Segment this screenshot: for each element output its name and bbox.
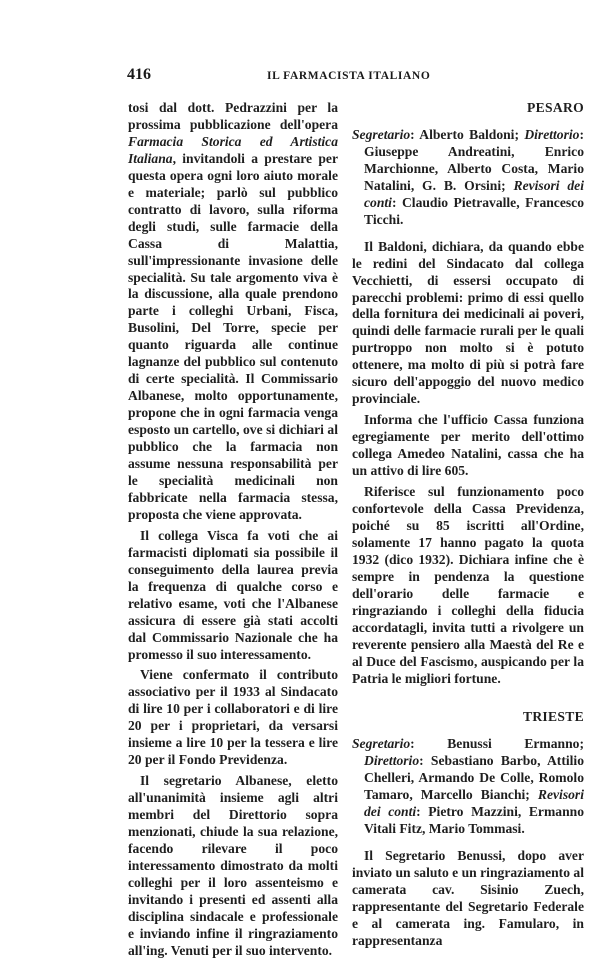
book-title: Farmacia Storica ed Artistica Italiana: [128, 133, 338, 166]
section-spacer: [352, 687, 584, 709]
left-column: [128, 100, 338, 960]
auditors: : Pietro Mazzini, Ermanno Vitali Fitz, Mario Tommasi.: [364, 804, 584, 837]
paragraph: Riferisce sul funzionamento poco confortevole della Cassa Previdenza, poiché su 85 iscritti all'Ordine, solamente 17 hanno pagato la quota 1932 (dico 1932). Dichiara infine che è sempre in pendenza la questione dell'orario delle farmacie e ringraziando i colleghi della fiducia accordatagli, invita tutti a rivolgere un reverente pensiero alla Maestà del Re e al Duce del Fascismo, auspicando per la Patria le migliori fortune.: [352, 484, 584, 686]
board-members: : Sebastiano Barbo, Attilio Chelleri, Armando De Colle, Romolo Tamaro, Marcello Bianchi;: [364, 753, 584, 803]
label-secretary: Segretario: [352, 736, 411, 752]
journal-title: IL FARMACISTA ITALIANO: [267, 70, 431, 82]
paragraph: Viene confermato il contributo associativo per il 1933 al Sindacato di lire 10 per i collaboratori e di lire 20 per i proprietari, da versarsi insieme a lire 10 per la tessera e lire 20 per il Fondo Previdenza.: [128, 667, 338, 768]
label-auditors: Revisori dei conti: [364, 787, 584, 820]
officers-list-pesaro: [352, 127, 584, 229]
label-auditors: Revisori dei conti: [364, 177, 584, 210]
right-column: [352, 100, 584, 950]
section-heading-pesaro: PESARO: [527, 100, 584, 115]
paragraph-text: , invitandoli a prestare per questa opera ogni loro aiuto morale e materiale; parlò sul pubblico contratto di lavoro, sulla riforma degli studi, sulle farmacie della Cassa di Malattia, sull'impressionante invasione delle specialità. Su tale argomento viva è la discussione, alla quale prendono parte i colleghi Urbani, Fisca, Busolini, Del Torre, specie per quanto riguarda alle continue lagnanze del pubblico sul contenuto di certe specialità. Il Commissario Albanese, molto opportunamente, propone che in ogni farmacia venga esposto un cartello, ove si dichiari al pubblico che la farmacia non assume nessuna responsabilità per le specialità medicinali non fabbricate nella farmacia stessa, proposta che viene approvata.: [128, 150, 338, 522]
paragraph-text: tosi dal dott. Pedrazzini per la prossima pubblicazione dell'opera: [128, 100, 338, 132]
paragraph: Il Baldoni, dichiara, da quando ebbe le redini del Sindacato dal collega Vecchietti, di essersi occupato di parecchi problemi: primo di essi quello della fornitura dei medicinali ai poveri, quindi delle farmacie rurali per le quali purtroppo non molto si è potuto ottenere, ma molto di più si potrà fare sicuro dell'appoggio del nuovo medico provinciale.: [352, 238, 584, 407]
paragraph: Il collega Visca fa voti che ai farmacisti diplomati sia possibile il conseguimento della laurea previa la frequenza di qualche corso e relativo esame, voti che l'Albanese assicura di essere già stati accolti dal Commissario Nazionale che ha promesso il suo interessamento.: [128, 527, 338, 662]
auditors: : Claudio Pietravalle, Francesco Ticchi.: [364, 194, 584, 227]
label-board: Direttorio: [364, 753, 420, 769]
paragraph: Il segretario Albanese, eletto all'unanimità insieme agli altri membri del Direttorio sopra menzionati, chiude la sua relazione, facendo rilevare il poco interessamento dimostrato da molti colleghi per il loro assenteismo e invitando i presenti ed assenti alla disciplina sindacale e professionale e inviando infine il ringraziamento all'ing. Venuti per il suo intervento.: [128, 773, 338, 958]
label-board: Direttorio: [524, 126, 580, 142]
section-heading-trieste: TRIESTE: [522, 709, 584, 725]
label-secretary: Segretario: [352, 126, 411, 142]
secretary-name: : Alberto Baldoni;: [410, 126, 525, 142]
paragraph: Informa che l'ufficio Cassa funziona egregiamente per merito dell'ottimo collega Amedeo Natalini, cassa che ha un attivo di lire 605.: [352, 412, 584, 479]
secretary-name: : Benussi Ermanno;: [410, 736, 584, 752]
page-number: 416: [127, 66, 151, 83]
running-header: [127, 66, 587, 88]
officers-list-trieste: [352, 736, 584, 838]
board-members: : Giuseppe Andreatini, Enrico Marchionne, Alberto Costa, Mario Natalini, G. B. Orsini;: [364, 126, 584, 193]
paragraph: [128, 100, 338, 524]
paragraph: Il Segretario Benussi, dopo aver inviato un saluto e un ringraziamento al camerata cav. Sisinio Zuech, rappresentante del Segretario Federale e al camerata ing. Famularo, in rappresentanza: [352, 848, 584, 948]
